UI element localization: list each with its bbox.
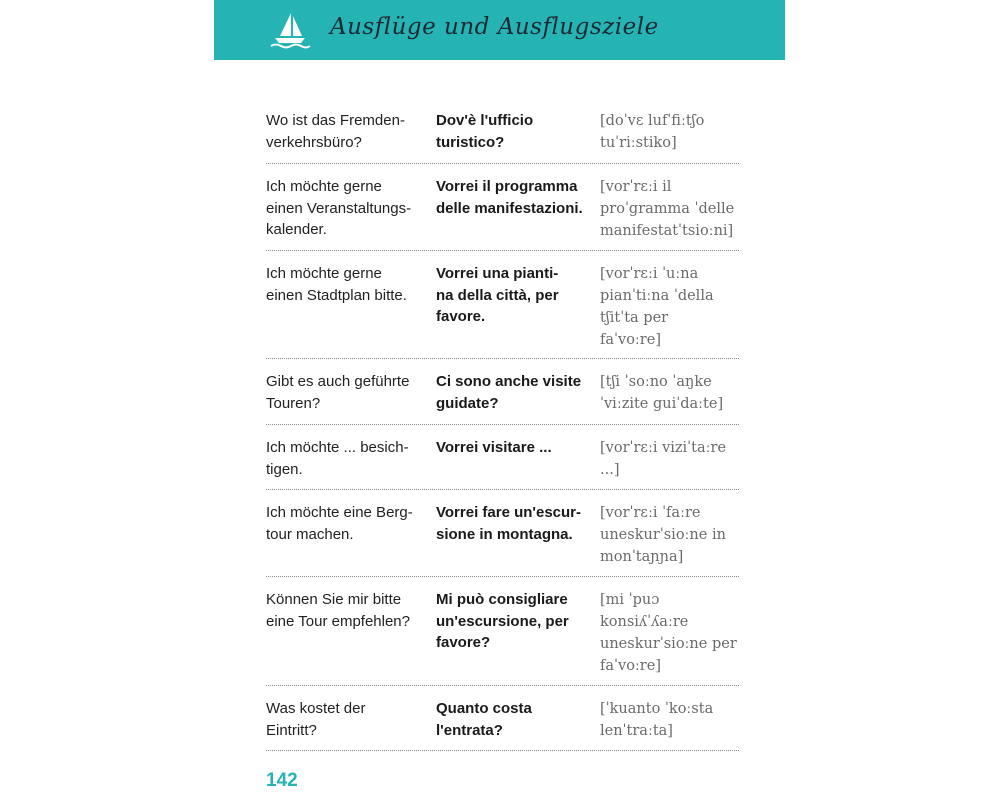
pronunciation: [ˈkuanto ˈkoːsta lenˈtraːta] <box>600 701 714 739</box>
pronunciation: [doˈvɛ lufˈfiːtʃo tuˈriːstiko] <box>600 113 705 151</box>
page-number: 142 <box>266 770 298 791</box>
german-phrase: Ich möchte gerne einen Stadtplan bitte. <box>266 265 407 304</box>
italian-phrase: Vorrei fare un'escur- sione in montagna. <box>436 504 582 543</box>
german-phrase: Gibt es auch geführte Touren? <box>266 373 410 412</box>
italian-phrase: Vorrei il programma delle manifestazioni. <box>436 178 583 217</box>
phrase-row <box>266 425 739 490</box>
german-phrase: Was kostet der Eintritt? <box>266 700 366 739</box>
pronunciation: [vorˈrɛːi ˈuːna pianˈtiːna ˈdella tʃitˈta per faˈvoːre] <box>600 266 714 348</box>
italian-phrase: Dov'è l'ufficio turistico? <box>436 112 534 151</box>
italian-phrase: Vorrei una pianti- na della città, per favore. <box>436 265 559 325</box>
german-phrase: Ich möchte ... besich- tigen. <box>266 439 409 478</box>
chapter-header <box>214 0 785 60</box>
italian-phrase: Ci sono anche visite guidate? <box>436 373 582 412</box>
phrase-row <box>266 577 739 686</box>
pronunciation: [vorˈrɛːi viziˈtaːre ...] <box>600 440 727 478</box>
german-phrase: Ich möchte eine Berg- tour machen. <box>266 504 413 543</box>
italian-phrase: Vorrei visitare ... <box>436 439 552 456</box>
german-phrase: Können Sie mir bitte eine Tour empfehlen? <box>266 591 410 630</box>
phrase-row <box>266 359 739 425</box>
phrase-row <box>266 98 739 164</box>
pronunciation: [vorˈrɛːi ˈfaːre uneskurˈsioːne in monˈtaɲɲa] <box>600 505 726 565</box>
phrase-row <box>266 251 739 359</box>
book-page <box>214 0 785 800</box>
phrase-table <box>266 98 739 751</box>
pronunciation: [mi ˈpuɔ konsiʎˈʎaːre uneskurˈsioːne per faˈvoːre] <box>600 592 737 674</box>
chapter-title: Ausflüge und Ausflugsziele <box>330 14 659 40</box>
pronunciation: [vorˈrɛːi il proˈgramma ˈdelle manifestatˈtsioːni] <box>600 179 735 239</box>
german-phrase: Wo ist das Fremden- verkehrsbüro? <box>266 112 405 151</box>
sailboat-icon <box>269 10 311 50</box>
pronunciation: [tʃi ˈsoːno ˈaŋke ˈviːzite guiˈdaːte] <box>600 374 724 412</box>
phrase-row <box>266 686 739 751</box>
phrase-row <box>266 164 739 251</box>
phrase-row <box>266 490 739 577</box>
german-phrase: Ich möchte gerne einen Veranstaltungs- kalender. <box>266 178 412 238</box>
italian-phrase: Mi può consigliare un'escursione, per favore? <box>436 591 569 651</box>
italian-phrase: Quanto costa l'entrata? <box>436 700 532 739</box>
